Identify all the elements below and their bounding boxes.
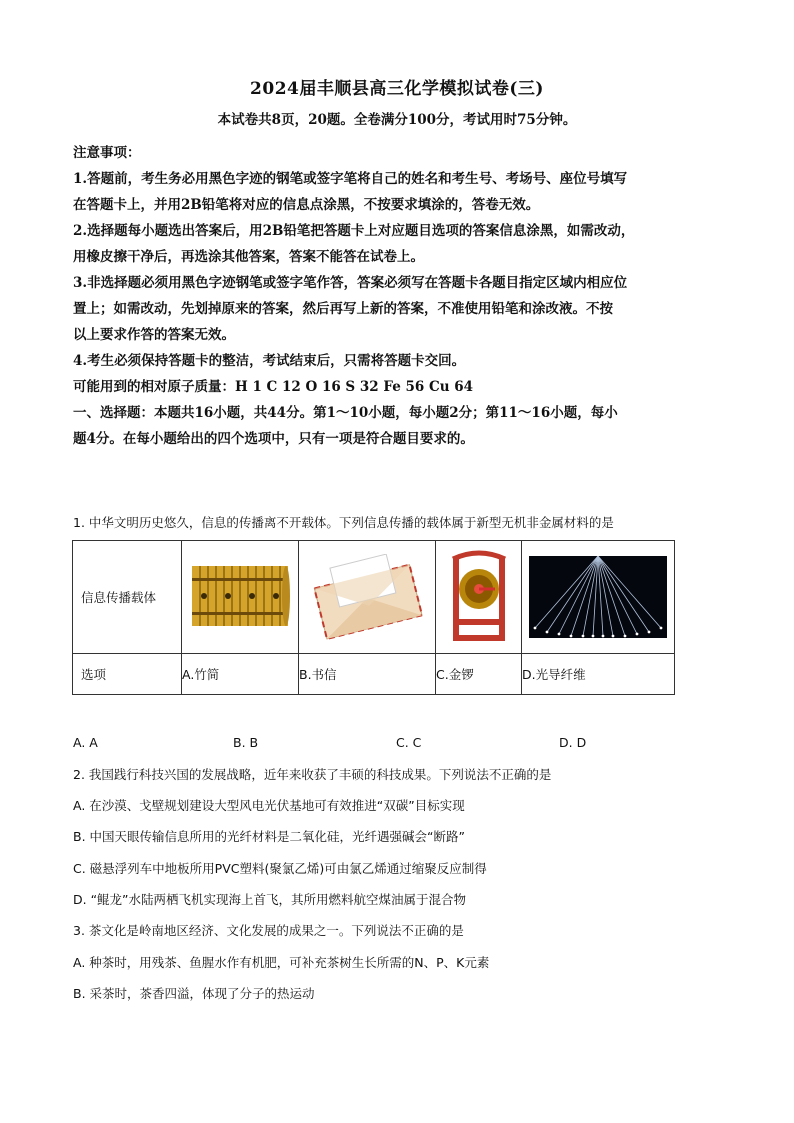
option-b-cell: B.书信	[299, 654, 436, 695]
bamboo-slips-image	[190, 562, 290, 632]
atomic-mass-line: 可能用到的相对原子质量：H 1 C 12 O 16 S 32 Fe 56 Cu 64	[73, 379, 474, 395]
question-3-option: B. 采茶时，茶香四溢，体现了分子的热运动	[73, 986, 315, 1001]
answer-d: D. D	[559, 735, 587, 750]
question-3-stem: 3. 茶文化是岭南地区经济、文化发展的成果之一。下列说法不正确的是	[73, 923, 464, 938]
question-2-stem: 2. 我国践行科技兴国的发展战略，近年来收获了丰硕的科技成果。下列说法不正确的是	[73, 767, 552, 782]
question-2-option: B. 中国天眼传输信息所用的光纤材料是二氧化硅，光纤遇强碱会“断路”	[73, 829, 465, 844]
section-heading: 题4分。在每小题给出的四个选项中，只有一项是符合题目要求的。	[73, 431, 474, 447]
answer-c: C. C	[396, 735, 422, 750]
optical-fiber-image	[529, 556, 667, 638]
carrier-row-label: 信息传播载体	[73, 541, 182, 654]
instruction-line: 1.答题前，考生务必用黑色字迹的钢笔或签字笔将自己的姓名和考生号、考场号、座位号填写	[73, 171, 628, 187]
instruction-line: 置上；如需改动，先划掉原来的答案，然后再写上新的答案，不准使用铅笔和涂改液。不按	[73, 301, 613, 317]
instruction-line: 2.选择题每小题选出答案后，用2B铅笔把答题卡上对应题目选项的答案信息涂黑，如需改动，	[73, 223, 635, 239]
option-d-cell: D.光导纤维	[522, 654, 675, 695]
gong-image	[447, 549, 511, 645]
answer-a: A. A	[73, 735, 98, 750]
option-c-cell: C.金锣	[436, 654, 522, 695]
instruction-line: 在答题卡上，并用2B铅笔将对应的信息点涂黑，不按要求填涂的，答卷无效。	[73, 197, 540, 213]
option-row-label: 选项	[73, 654, 182, 695]
instruction-line: 以上要求作答的答案无效。	[73, 327, 235, 343]
page-title: 2024届丰顺县高三化学模拟试卷(三)	[250, 79, 544, 99]
instruction-line: 用橡皮擦干净后，再选涂其他答案，答案不能答在试卷上。	[73, 249, 424, 265]
envelope-image	[308, 554, 426, 640]
instruction-line: 3.非选择题必须用黑色字迹钢笔或签字笔作答，答案必须写在答题卡各题目指定区域内相应位	[73, 275, 628, 291]
option-a-cell: A.竹简	[182, 654, 299, 695]
instructions-heading: 注意事项：	[73, 145, 141, 161]
question-1-stem: 1. 中华文明历史悠久，信息的传播离不开载体。下列信息传播的载体属于新型无机非金属材料的是	[73, 515, 614, 530]
carrier-table	[72, 540, 675, 695]
question-2-option: A. 在沙漠、戈壁规划建设大型风电光伏基地可有效推进“双碳”目标实现	[73, 798, 465, 813]
question-3-option: A. 种茶时，用残茶、鱼腥水作有机肥，可补充茶树生长所需的N、P、K元素	[73, 955, 490, 970]
section-heading: 一、选择题：本题共16小题，共44分。第1～10小题，每小题2分；第11～16小题，每小	[73, 405, 618, 421]
question-2-option: C. 磁悬浮列车中地板所用PVC塑料(聚氯乙烯)可由氯乙烯通过缩聚反应制得	[73, 861, 487, 876]
instruction-line: 4.考生必须保持答题卡的整洁，考试结束后，只需将答题卡交回。	[73, 353, 466, 369]
page-subtitle: 本试卷共8页，20题。全卷满分100分，考试用时75分钟。	[217, 112, 577, 128]
question-2-option: D. “鲲龙”水陆两栖飞机实现海上首飞，其所用燃料航空煤油属于混合物	[73, 892, 467, 907]
instructions	[73, 140, 733, 452]
answer-b: B. B	[233, 735, 259, 750]
